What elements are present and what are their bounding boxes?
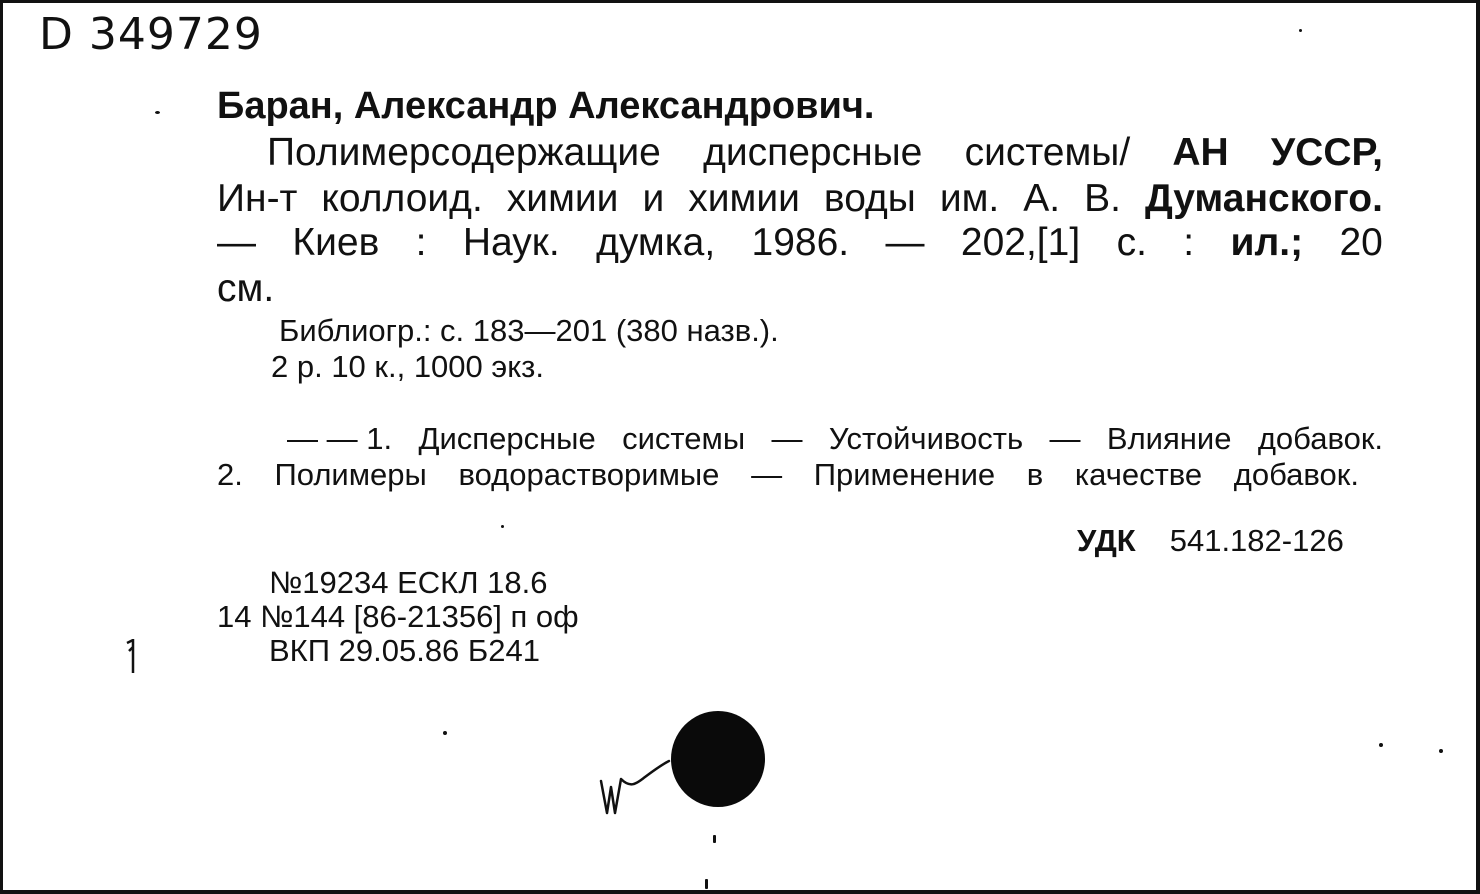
- udk-label: УДК: [1077, 523, 1136, 558]
- word: химии: [506, 177, 619, 220]
- scan-speck: [443, 731, 447, 735]
- scan-speck: [501, 525, 504, 528]
- word: —: [885, 221, 925, 264]
- word: думка,: [596, 221, 716, 264]
- word: Полимерсодержащие: [267, 131, 661, 174]
- word: Думанского.: [1144, 177, 1383, 220]
- scan-speck: [713, 835, 716, 843]
- word: качестве: [1074, 457, 1203, 492]
- word: коллоид.: [321, 177, 483, 220]
- scan-speck: [1299, 29, 1302, 32]
- word: :: [1183, 221, 1195, 264]
- subject-heading-2: [217, 457, 1359, 493]
- price-note: 2 р. 10 к., 1000 экз.: [271, 349, 544, 384]
- word: химии: [688, 177, 800, 220]
- word: 1986.: [751, 221, 850, 264]
- word: Ин-т: [217, 177, 298, 220]
- author-heading: Баран, Александр Александрович.: [217, 85, 875, 127]
- udk-value: 541.182-126: [1169, 523, 1344, 558]
- card-number: D 349729: [39, 9, 263, 60]
- word: 202,[1]: [960, 221, 1081, 264]
- handwritten-mark: [597, 743, 673, 817]
- catalog-code-3: ВКП 29.05.86 Б241: [269, 633, 540, 668]
- word: системы/: [964, 131, 1131, 174]
- scan-speck: [1439, 749, 1443, 753]
- punch-hole: [671, 711, 765, 807]
- word: с.: [1116, 221, 1147, 264]
- word: 20: [1339, 221, 1383, 264]
- word: в: [1026, 457, 1044, 492]
- word: воды: [823, 177, 916, 220]
- word: —: [1049, 421, 1081, 456]
- word: водорастворимые: [458, 457, 720, 492]
- word: добавок.: [1233, 457, 1359, 492]
- word: — — 1.: [287, 421, 393, 456]
- word: Полимеры: [274, 457, 427, 492]
- margin-mark: [121, 639, 145, 675]
- scan-speck: [155, 111, 160, 114]
- scan-speck: [1379, 743, 1383, 747]
- word: им.: [939, 177, 1000, 220]
- word: АН: [1172, 131, 1229, 174]
- word: Наук.: [462, 221, 560, 264]
- word: добавок.: [1257, 421, 1383, 456]
- word: ил.;: [1230, 221, 1304, 264]
- word: —: [217, 221, 256, 264]
- title-line: [267, 131, 1383, 175]
- publisher-line: [217, 177, 1383, 221]
- word: —: [751, 457, 783, 492]
- catalog-code-2: 14 №144 [86-21356] п оф: [217, 599, 579, 634]
- word: Применение: [813, 457, 996, 492]
- imprint-line: [217, 221, 1383, 265]
- word: —: [771, 421, 803, 456]
- size-line: см.: [217, 267, 275, 310]
- scan-speck: [705, 879, 708, 889]
- word: и: [642, 177, 665, 220]
- word: :: [415, 221, 427, 264]
- word: Влияние: [1106, 421, 1232, 456]
- udk-classification: [1077, 523, 1344, 559]
- word: системы: [622, 421, 746, 456]
- word: 2.: [217, 457, 243, 492]
- subject-heading-1: [287, 421, 1383, 457]
- catalog-code-1: №19234 ЕСКЛ 18.6: [269, 565, 548, 600]
- word: дисперсные: [703, 131, 923, 174]
- word: Устойчивость: [828, 421, 1024, 456]
- word: Киев: [292, 221, 380, 264]
- word: В.: [1084, 177, 1121, 220]
- word: УССР,: [1270, 131, 1383, 174]
- word: Дисперсные: [418, 421, 596, 456]
- bibliography-note: Библиогр.: с. 183—201 (380 назв.).: [279, 313, 779, 348]
- word: А.: [1023, 177, 1061, 220]
